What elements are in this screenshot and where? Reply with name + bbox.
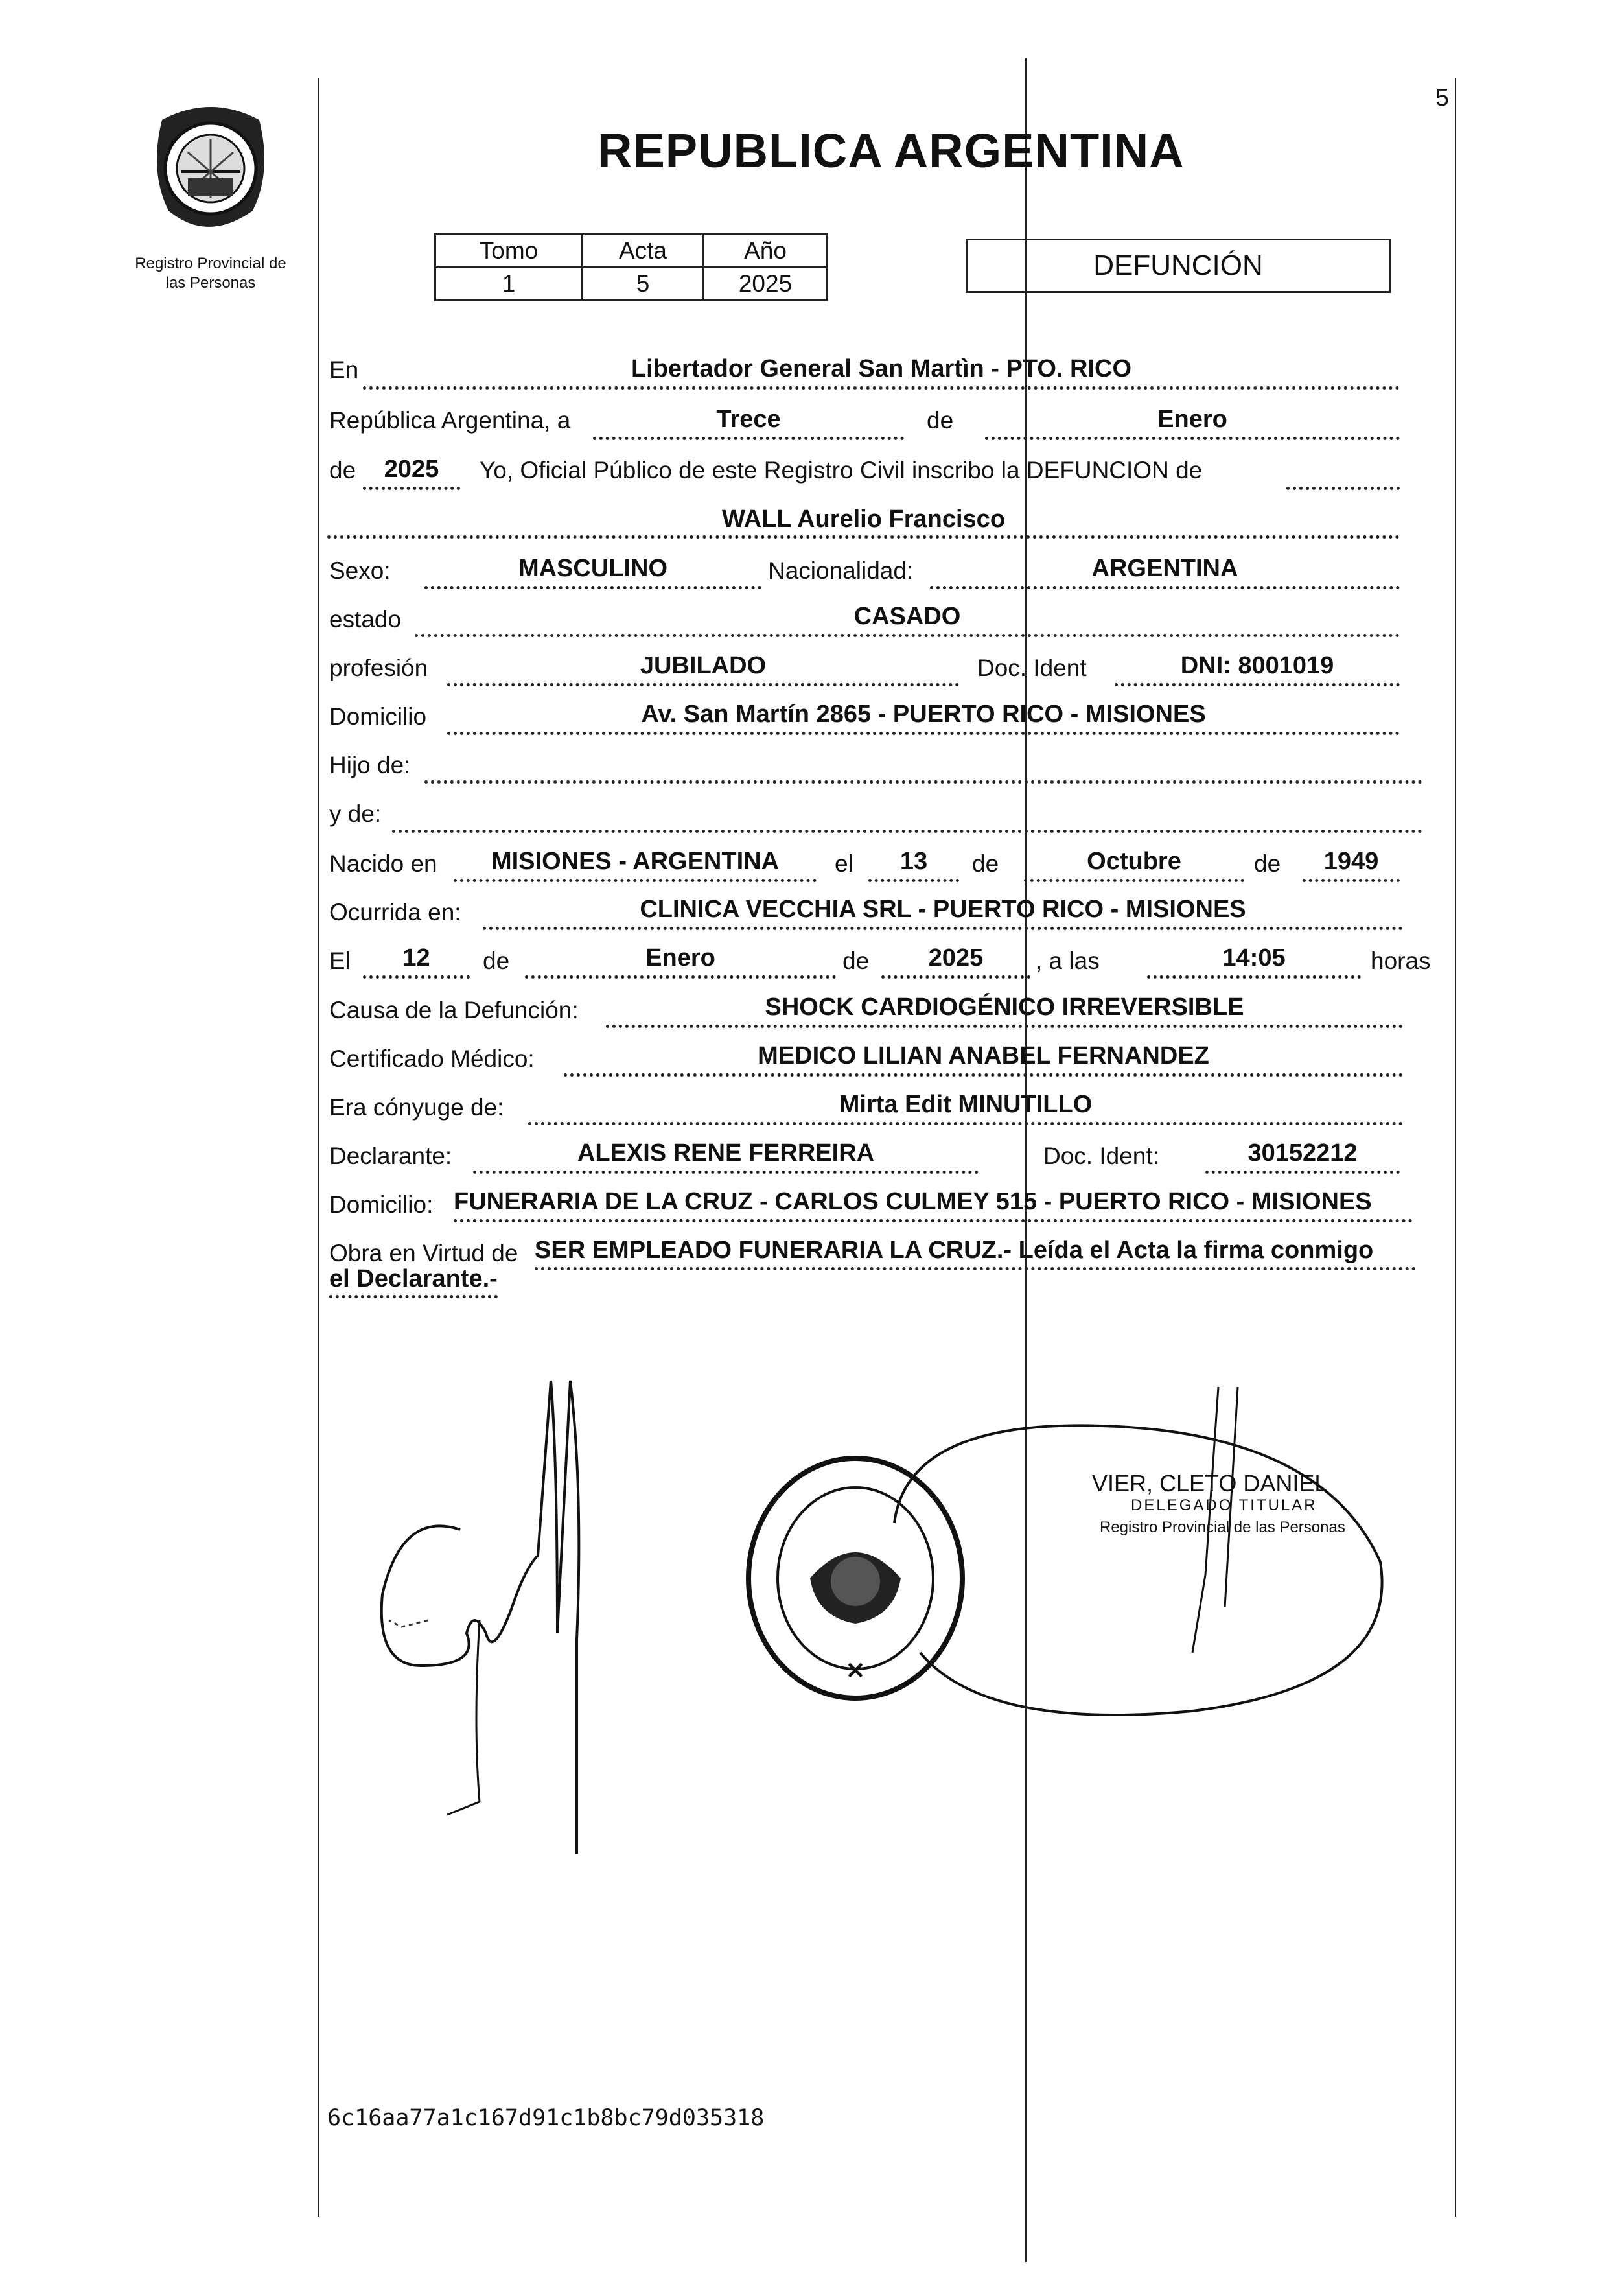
nacido-lugar-dotline <box>454 879 817 882</box>
ocurrida-value: CLINICA VECCHIA SRL - PUERTO RICO - MISIONES <box>640 896 1246 923</box>
document-hash: 6c16aa77a1c167d91c1b8bc79d035318 <box>327 2105 765 2131</box>
nacido-de2-label: de <box>1254 850 1281 877</box>
acta-label: Acta <box>583 235 704 268</box>
republica-label: República Argentina, a <box>329 407 571 434</box>
fecha-de2-label: de <box>842 948 870 974</box>
domicilio2-dotline <box>454 1219 1413 1222</box>
hijo-dotline <box>424 780 1422 784</box>
fecha-ano-dotline <box>881 975 1030 979</box>
ocurrida-label: Ocurrida en: <box>329 899 461 926</box>
hora-dotline <box>1147 975 1361 979</box>
nacionalidad-dotline <box>930 586 1400 589</box>
doc-ident2-value: 30152212 <box>1247 1139 1358 1167</box>
obra-dotline2 <box>329 1295 498 1298</box>
oficial-text: Yo, Oficial Público de este Registro Civil inscribo la DEFUNCION de <box>480 457 1203 484</box>
hijo-label: Hijo de: <box>329 752 411 778</box>
record-type-box: DEFUNCIÓN <box>966 239 1391 293</box>
fecha-mes-dotline <box>525 975 836 979</box>
fecha-dia: 12 <box>402 944 430 972</box>
doc-ident-value: DNI: 8001019 <box>1180 652 1334 679</box>
de2-label: de <box>329 457 356 484</box>
province-emblem <box>143 94 279 243</box>
ano-value: 2025 <box>704 268 828 301</box>
year-value: 2025 <box>384 456 439 483</box>
nacido-ano: 1949 <box>1323 848 1379 875</box>
official-stamp <box>1092 1470 1345 1539</box>
deceased-name: WALL Aurelio Francisco <box>721 506 1006 533</box>
registry-caption-line1: Registro Provincial de <box>135 255 286 272</box>
sexo-label: Sexo: <box>329 557 391 584</box>
right-margin-line <box>1455 78 1456 2217</box>
ano-label: Año <box>704 235 828 268</box>
certificado-dotline <box>564 1073 1403 1077</box>
doc-ident-label: Doc. Ident <box>977 655 1087 681</box>
domicilio-label: Domicilio <box>329 703 427 730</box>
month-value: Enero <box>1157 406 1227 433</box>
oficial-dotline <box>1286 487 1400 490</box>
doc-ident-dotline <box>1115 683 1400 686</box>
de-label: de <box>927 407 954 434</box>
domicilio-value: Av. San Martín 2865 - PUERTO RICO - MISIONES <box>641 701 1206 728</box>
nacionalidad-label: Nacionalidad: <box>768 557 914 584</box>
profesion-label: profesión <box>329 655 428 681</box>
a-las-label: , a las <box>1036 948 1100 974</box>
causa-value: SHOCK CARDIOGÉNICO IRREVERSIBLE <box>765 994 1244 1021</box>
domicilio2-value: FUNERARIA DE LA CRUZ - CARLOS CULMEY 515 - PUERTO RICO - MISIONES <box>454 1188 1372 1215</box>
el-label: el <box>835 850 853 877</box>
nacionalidad-value: ARGENTINA <box>1091 555 1238 582</box>
left-margin-line <box>318 78 319 2217</box>
official-org: Registro Provincial de las Personas <box>1100 1519 1345 1536</box>
sexo-value: MASCULINO <box>518 555 668 582</box>
day-word: Trece <box>716 406 781 433</box>
name-dotline <box>327 535 1400 539</box>
declarante-dotline <box>473 1171 979 1174</box>
certificado-value: MEDICO LILIAN ANABEL FERNANDEZ <box>758 1042 1209 1069</box>
nacido-label: Nacido en <box>329 850 437 877</box>
y-de-label: y de: <box>329 800 382 827</box>
en-label: En <box>329 356 359 383</box>
official-name: VIER, CLETO DANIEL <box>1092 1470 1328 1497</box>
nacido-mes-dotline <box>1024 879 1244 882</box>
emblem-text <box>110 246 311 247</box>
en-value: Libertador General San Martìn - PTO. RICO <box>631 355 1132 382</box>
el2-label: El <box>329 948 351 974</box>
registry-caption <box>110 254 311 293</box>
domicilio2-label: Domicilio: <box>329 1191 434 1218</box>
nacido-dia: 13 <box>899 848 928 875</box>
page-title: REPUBLICA ARGENTINA <box>597 124 1185 178</box>
en-dotline <box>363 386 1400 390</box>
causa-dotline <box>606 1025 1403 1028</box>
declarant-signature <box>363 1361 661 1880</box>
profesion-value: JUBILADO <box>640 652 767 679</box>
fecha-mes: Enero <box>645 944 715 972</box>
declarante-label: Declarante: <box>329 1143 452 1169</box>
nacido-mes: Octubre <box>1087 848 1181 875</box>
sexo-dotline <box>424 586 761 589</box>
estado-label: estado <box>329 606 402 633</box>
registry-caption-line2: las Personas <box>165 274 256 292</box>
horas-label: horas <box>1371 948 1431 974</box>
obra-label: Obra en Virtud de <box>329 1240 518 1266</box>
hora-value: 14:05 <box>1222 944 1286 972</box>
official-role: DELEGADO TITULAR <box>1131 1497 1317 1514</box>
obra-line2: el Declarante.- <box>329 1265 498 1292</box>
signature-oval <box>829 1381 1413 1743</box>
obra-dotline1 <box>535 1267 1416 1270</box>
causa-label: Causa de la Defunción: <box>329 997 579 1023</box>
conyuge-label: Era cónyuge de: <box>329 1094 504 1121</box>
doc-ident2-label: Doc. Ident: <box>1043 1143 1159 1169</box>
conyuge-value: Mirta Edit MINUTILLO <box>839 1091 1093 1118</box>
month-dotline <box>985 437 1400 440</box>
day-dotline <box>593 437 904 440</box>
estado-dotline <box>415 634 1400 637</box>
fecha-de1-label: de <box>483 948 510 974</box>
doc-ident2-dotline <box>1205 1171 1400 1174</box>
profesion-dotline <box>447 683 959 686</box>
nacido-de1-label: de <box>972 850 999 877</box>
tomo-value: 1 <box>435 268 583 301</box>
ocurrida-dotline <box>483 927 1403 930</box>
certificado-label: Certificado Médico: <box>329 1045 535 1072</box>
obra-line1: SER EMPLEADO FUNERARIA LA CRUZ.- Leída el Acta la firma conmigo <box>535 1237 1374 1264</box>
domicilio-dotline <box>447 732 1400 735</box>
conyuge-dotline <box>528 1122 1403 1125</box>
svg-text:✕: ✕ <box>845 1657 866 1684</box>
tomo-label: Tomo <box>435 235 583 268</box>
page-number: 5 <box>1435 84 1449 111</box>
estado-value: CASADO <box>853 603 961 630</box>
fecha-ano: 2025 <box>928 944 984 972</box>
acta-value: 5 <box>583 268 704 301</box>
nacido-ano-dotline <box>1303 879 1400 882</box>
fecha-dia-dotline <box>363 975 470 979</box>
declarante-value: ALEXIS RENE FERREIRA <box>577 1139 875 1167</box>
year-dotline <box>363 487 460 490</box>
nacido-lugar: MISIONES - ARGENTINA <box>491 848 780 875</box>
y-de-dotline <box>392 830 1422 833</box>
nacido-dia-dotline <box>868 879 959 882</box>
reference-table <box>434 233 828 301</box>
